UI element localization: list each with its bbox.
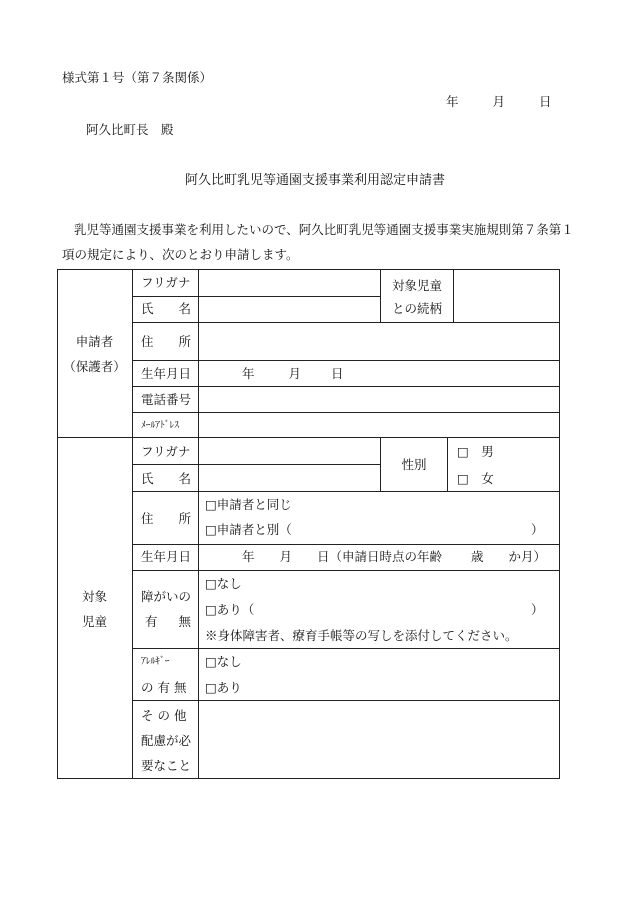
applicant-name-field[interactable]: [199, 297, 380, 322]
intro-line-1: 乳児等通園支援事業を利用したいので、阿久比町乳児等通園支援事業実施規則第７条第１: [74, 222, 574, 237]
gender-male-checkbox[interactable]: □ 男: [457, 444, 494, 459]
applicant-email-field[interactable]: [199, 413, 559, 437]
applicant-phone-field[interactable]: [199, 387, 559, 412]
form-number: 様式第１号（第７条関係）: [62, 70, 213, 85]
disability-label-2b: 無: [178, 614, 191, 629]
child-furigana-field[interactable]: [199, 438, 380, 464]
address-diff-close: ）: [531, 522, 544, 537]
disability-none-checkbox[interactable]: □なし: [205, 576, 242, 591]
child-section-label-1: 対象: [81, 589, 107, 604]
allergy-yes-checkbox[interactable]: □あり: [205, 680, 242, 695]
date-month: 月: [492, 94, 506, 109]
allergy-none-checkbox[interactable]: □なし: [205, 654, 242, 669]
relation-field[interactable]: [454, 270, 559, 322]
disability-yes-checkbox[interactable]: □あり（: [205, 602, 255, 617]
child-section-label-2: 児童: [81, 614, 107, 629]
child-furigana-label: フリガナ: [141, 444, 191, 459]
child-name-label-1: 氏: [141, 471, 154, 486]
applicant-birth-month: 月: [288, 366, 302, 381]
disability-label-2a: 有: [145, 614, 158, 629]
applicant-birth-day: 日: [331, 366, 344, 381]
child-name-field[interactable]: [199, 465, 380, 491]
applicant-address-label-1: 住: [141, 334, 154, 349]
relation-label-1: 対象児童: [391, 278, 442, 293]
address-diff-checkbox[interactable]: □申請者と別（: [205, 522, 292, 537]
child-address-label: [141, 513, 191, 526]
child-address-label-1: 住: [141, 511, 154, 526]
page-title: 阿久比町乳児等通園支援事業利用認定申請書: [184, 173, 445, 188]
applicant-birthdate-field[interactable]: [242, 368, 344, 381]
child-name-label: [141, 473, 191, 486]
applicant-address-field[interactable]: [199, 323, 559, 360]
child-birthdate-label: 生年月日: [141, 549, 192, 564]
address-same-checkbox[interactable]: □申請者と同じ: [205, 497, 292, 512]
date-year: 年: [446, 94, 459, 109]
disability-yes-close: ）: [531, 602, 544, 617]
applicant-name-label-1: 氏: [141, 301, 154, 316]
applicant-furigana-field[interactable]: [199, 270, 380, 296]
applicant-birth-year: 年: [242, 366, 255, 381]
disability-label-1: 障がいの: [141, 589, 192, 604]
allergy-label-1: ｱﾚﾙｷﾞｰ: [141, 656, 170, 667]
applicant-section-label: 申請者: [75, 334, 114, 349]
applicant-birthdate-label: 生年月日: [141, 366, 192, 381]
allergy-label-2: の 有 無: [141, 680, 187, 695]
addressee: 阿久比町長 殿: [86, 122, 174, 137]
applicant-address-label: [141, 336, 191, 349]
child-address-label-2: 所: [178, 511, 191, 526]
child-birthdate-field[interactable]: 年 月 日（申請日時点の年齢 歳 か月）: [242, 549, 546, 564]
applicant-section-sub: （保護者）: [63, 359, 126, 374]
date-day: 日: [539, 94, 552, 109]
other-label-2: 配慮が必: [141, 733, 192, 748]
gender-label: 性別: [401, 457, 427, 472]
applicant-name-label: [141, 303, 191, 316]
applicant-address-label-2: 所: [178, 334, 191, 349]
gender-female-checkbox[interactable]: □ 女: [457, 471, 494, 486]
applicant-name-label-2: 名: [178, 301, 191, 316]
applicant-furigana-label: フリガナ: [141, 275, 191, 290]
other-label-3: 要なこと: [141, 758, 192, 773]
disability-label-2: [145, 616, 191, 629]
other-notes-field[interactable]: [199, 701, 559, 778]
applicant-email-label: ﾒｰﾙｱﾄﾞﾚｽ: [141, 420, 180, 431]
intro-line-2: 項の規定により、次のとおり申請します。: [62, 247, 299, 262]
relation-label-2: との続柄: [391, 301, 442, 316]
other-label-1: そ の 他: [141, 708, 187, 723]
child-name-label-2: 名: [178, 471, 191, 486]
disability-note: ※身体障害者、療育手帳等の写しを添付してください。: [205, 628, 518, 643]
applicant-phone-label: 電話番号: [141, 392, 192, 407]
